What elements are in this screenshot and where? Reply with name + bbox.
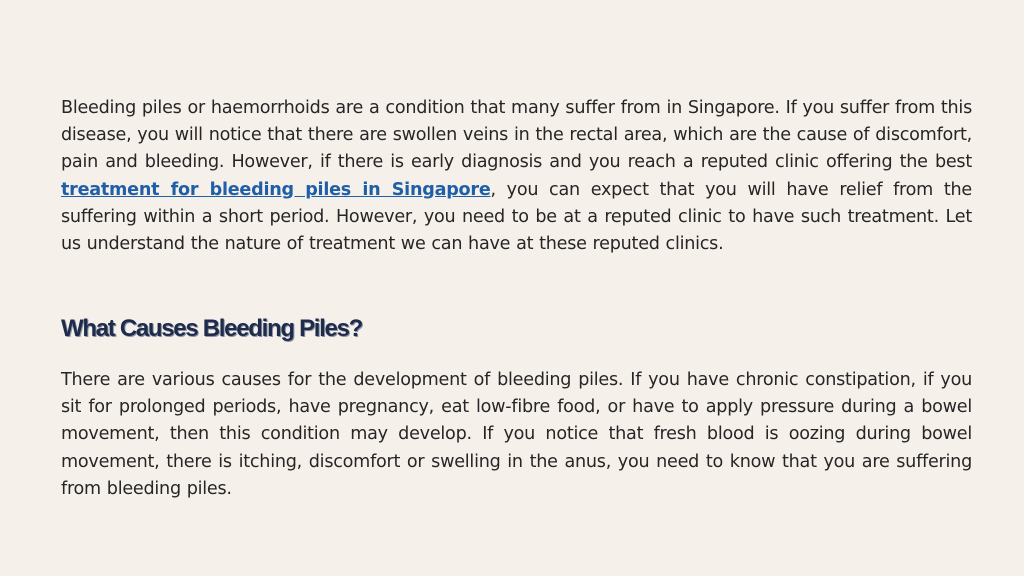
section-heading: What Causes Bleeding Piles? [61, 315, 362, 342]
slide-content [61, 95, 972, 499]
intro-text-start: Bleeding piles or haemorrhoids are a condition that many suffer from in Singapore. If you suffer from this disease, you will notice that there are swollen veins in the rectal area, which are the cause of discomfort, pain and bleeding. However, if there is early diagnosis and you reach a reputed clinic offering the best [61, 98, 972, 173]
intro-text-end: , you can expect that you will have relief from the suffering within a short period. However, you need to be at a reputed clinic to have such treatment. Let us understand the nature of treatment we can have at these reputed clinics. [61, 179, 972, 255]
treatment-link[interactable]: treatment for bleeding piles in Singapore [61, 179, 491, 200]
intro-paragraph [61, 95, 972, 258]
causes-paragraph: There are various causes for the development of bleeding piles. If you have chronic constipation, if you sit for prolonged periods, have pregnancy, eat low-fibre food, or have to apply pressure during a bowel movement, then this condition may develop. If you notice that fresh blood is oozing during bowel movement, there is itching, discomfort or swelling in the anus, you need to know that you are suffering from bleeding piles. [61, 370, 972, 499]
